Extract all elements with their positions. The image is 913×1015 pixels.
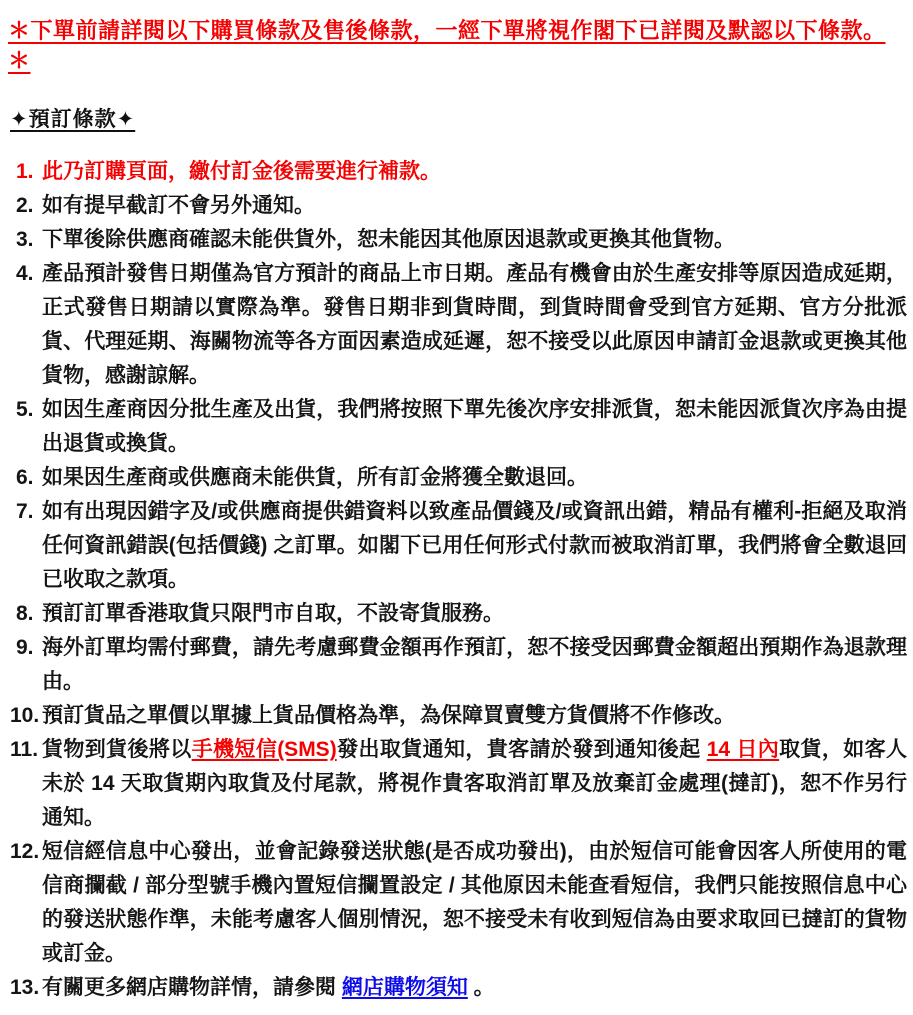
term-number: 3. (16, 228, 34, 252)
term-text-segment: 海外訂單均需付郵費，請先考慮郵費金額再作預訂，恕不接受因郵費金額超出預期作為退款理由。 (42, 636, 907, 694)
term-number: 8. (16, 602, 34, 626)
term-text (42, 636, 907, 693)
term-text-segment: 如有提早截訂不會另外通知。 (42, 194, 315, 218)
term-item-3 (6, 223, 907, 257)
term-text (42, 738, 907, 829)
term-number: 1. (16, 160, 34, 184)
term-text-segment: 產品預計發售日期僅為官方預計的商品上市日期。產品有機會由於生產安排等原因造成延期，正式發售日期請以實際為準。發售日期非到貨時間，到貨時間會受到官方延期、官方分批派貨、代理延期、海關物流等各方面因素造成延遲，恕不接受以此原因申請訂金退款或更換其他貨物，感謝諒解。 (42, 262, 907, 388)
term-item-12 (6, 835, 907, 971)
term-item-6 (6, 461, 907, 495)
term-text-segment: 貨物到貨後將以 (42, 738, 192, 762)
term-text-segment: 此乃訂購頁面，繳付訂金後需要進行補款。 (42, 160, 441, 184)
term-text (42, 976, 495, 999)
term-item-11 (6, 733, 907, 835)
term-text (42, 704, 735, 727)
terms-list (6, 155, 907, 1005)
term-number: 12. (10, 840, 40, 864)
term-number: 11. (10, 738, 39, 762)
term-item-2 (6, 189, 907, 223)
term-text (42, 262, 907, 387)
term-number: 10. (10, 704, 40, 728)
term-item-9 (6, 631, 907, 699)
term-text-segment: 取貨，如客人未於 14 天取貨期內取貨及付尾款，將視作貴客取消訂單及放棄訂金處理(撻訂)，恕不作另行通知。 (42, 738, 907, 830)
term-item-8 (6, 597, 907, 631)
term-item-4 (6, 257, 907, 393)
term-number: 2. (16, 194, 34, 218)
term-text (42, 500, 907, 591)
pre-order-warning-banner: ＊下單前請詳閱以下購買條款及售後條款，一經下單將視作閣下已詳閱及默認以下條款。＊ (8, 18, 886, 73)
term-number: 6. (16, 466, 34, 490)
term-item-10 (6, 699, 907, 733)
term-text-segment: 。 (467, 976, 495, 1000)
term-number: 9. (16, 636, 34, 660)
term-text (42, 228, 735, 251)
term-text-segment: 發出取貨通知，貴客請於發到通知後起 (336, 738, 707, 762)
term-item-1 (6, 155, 907, 189)
term-item-5 (6, 393, 907, 461)
term-text (42, 194, 315, 217)
term-item-7 (6, 495, 907, 597)
term-number: 13. (10, 976, 40, 1000)
term-text (42, 160, 441, 183)
term-text-segment: 預訂訂單香港取貨只限門市自取，不設寄貨服務。 (42, 602, 504, 626)
term-text (42, 840, 907, 965)
term-text-segment: 下單後除供應商確認未能供貨外，恕未能因其他原因退款或更換其他貨物。 (42, 228, 735, 252)
term-text-segment: 有關更多網店購物詳情，請參閱 (42, 976, 342, 1000)
term-text-segment: 手機短信(SMS) (191, 738, 337, 762)
term-text-segment: 如因生產商因分批生產及出貨，我們將按照下單先後次序安排派貨，恕未能因派貨次序為由提出退貨或換貨。 (42, 398, 907, 456)
shop-guide-link[interactable]: 網店購物須知 (341, 976, 468, 1000)
term-number: 7. (16, 500, 34, 524)
term-text (42, 602, 504, 625)
term-text-segment: 如有出現因錯字及/或供應商提供錯資料以致產品價錢及/或資訊出錯，精品有權利-拒絕及取消任何資訊錯誤(包括價錢) 之訂單。如閣下已用任何形式付款而被取消訂單，我們將會全數退回已收取之款項。 (42, 500, 907, 592)
term-item-13 (6, 971, 907, 1005)
term-text (42, 466, 588, 489)
term-number: 5. (16, 398, 34, 422)
term-text-segment: 短信經信息中心發出，並會記錄發送狀態(是否成功發出)，由於短信可能會因客人所使用的電信商攔截 / 部分型號手機內置短信攔置設定 / 其他原因未能查看短信，我們只能按照信息中心的發送狀態作準，未能考慮客人個別情況，恕不接受未有收到短信為由要求取回已撻訂的貨物或訂金。 (42, 840, 907, 966)
term-text-segment: 如果因生產商或供應商未能供貨，所有訂金將獲全數退回。 (42, 466, 588, 490)
term-text-segment: 14 日內 (706, 738, 780, 762)
section-title-preorder-terms: ✦預訂條款✦ (10, 108, 136, 132)
term-number: 4. (16, 262, 34, 286)
term-text (42, 398, 907, 455)
term-text-segment: 預訂貨品之單價以單據上貨品價格為準，為保障買賣雙方貨價將不作修改。 (42, 704, 735, 728)
